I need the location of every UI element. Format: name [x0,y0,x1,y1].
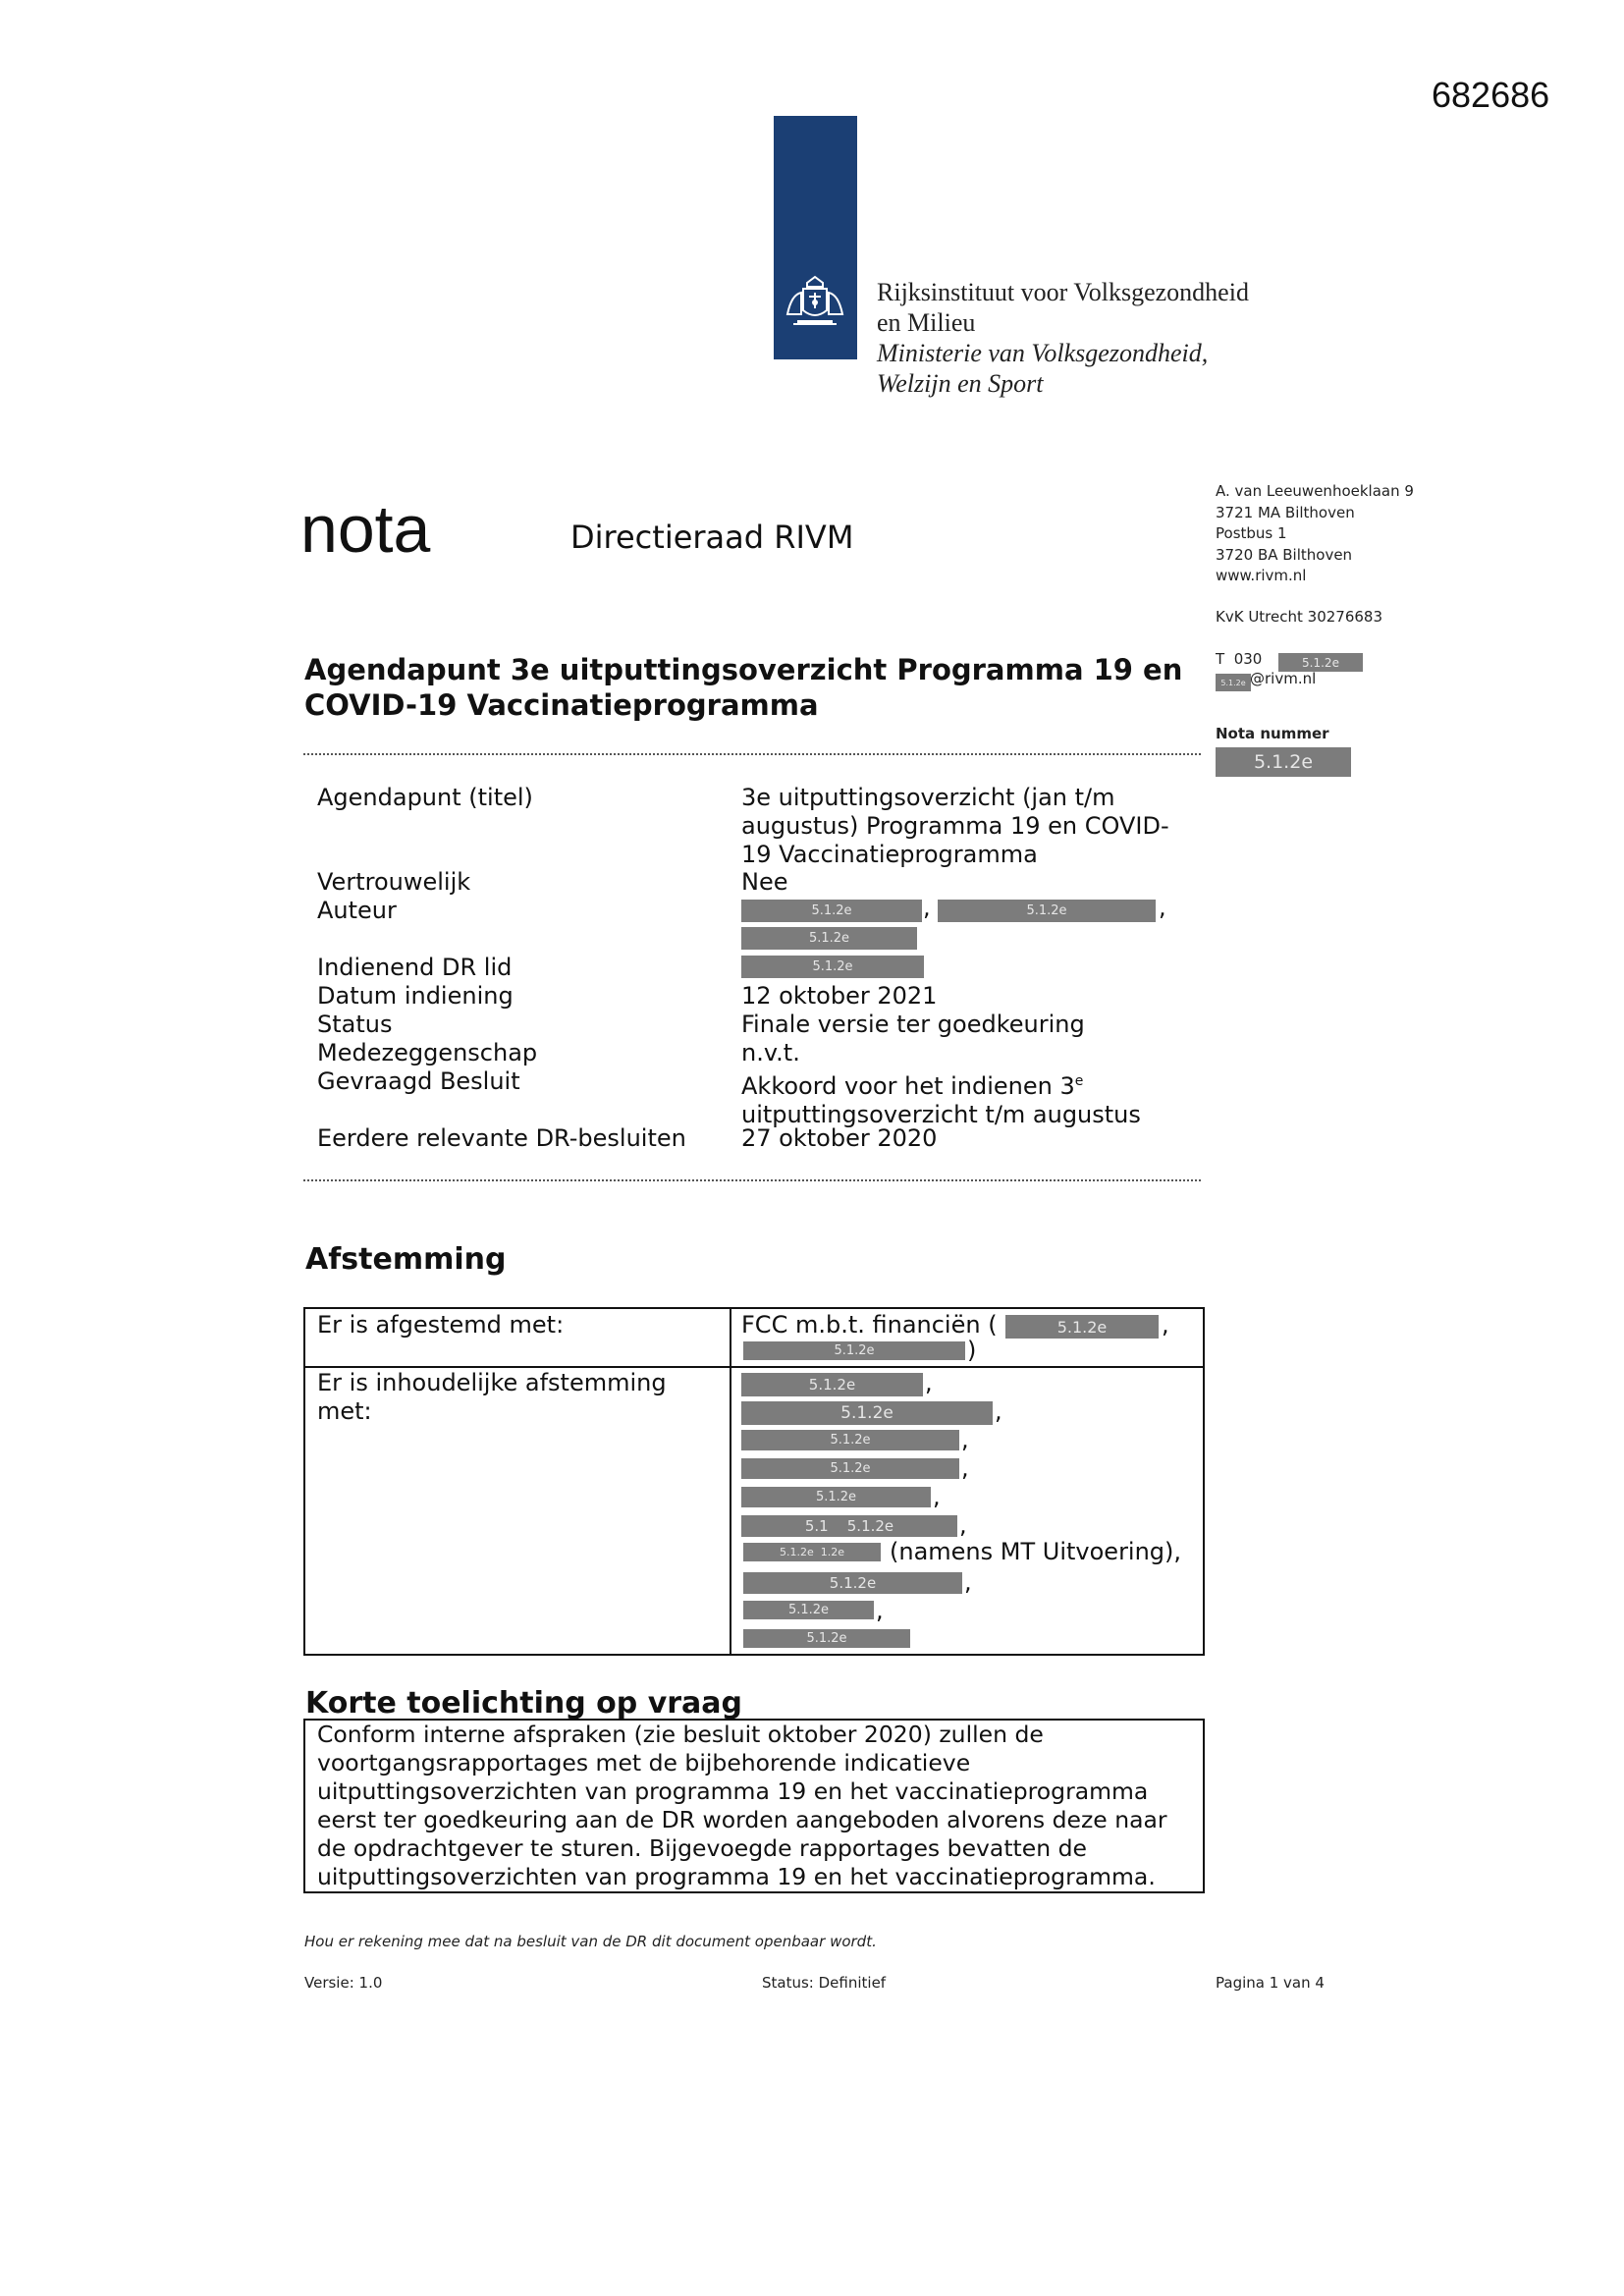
publication-note: Hou er rekening mee dat na besluit van de DR dit document openbaar wordt. [304,1933,877,1950]
text-line: voortgangsrapportages met de bijbehorende indicatieve [317,1749,971,1777]
table-divider [730,1307,731,1654]
document-title: Agendapunt 3e uitputtingsoverzicht Programma 19 en COVID-19 Vaccinatieprogramma [304,653,1183,722]
redaction-block: 5.1.2e 1.2e [743,1543,881,1561]
redaction-block: 5.1.2e [938,900,1156,922]
email: @rivm.nl [1250,670,1317,687]
toelichting-heading: Korte toelichting op vraag [305,1686,743,1721]
recipient: Directieraad RIVM [570,519,854,556]
toelichting-text [317,1721,1201,1891]
besluit-value [741,1067,1141,1129]
redaction-block: 5.1.2e [741,1430,959,1450]
nota-number-redaction: 5.1.2e [1216,747,1351,777]
besluit-label: Gevraagd Besluit [317,1067,520,1095]
medezeggenschap-label: Medezeggenschap [317,1039,538,1066]
superscript: e [1074,1073,1084,1089]
vertrouwelijk-value: Nee [741,868,788,896]
afgestemd-label: Er is afgestemd met: [317,1311,565,1339]
redaction-block: 5.1.2e [1278,653,1363,672]
separator-comma: , [959,1511,967,1539]
website-link[interactable]: www.rivm.nl [1216,567,1307,584]
redaction-block: 5.1.2e [741,956,924,978]
status-label: Status [317,1011,393,1038]
organisation-name [877,277,1249,399]
redaction-block: 5.1 5.1.2e [741,1515,957,1537]
ministry-line-2: Welzijn en Sport [877,369,1044,398]
separator-comma: , [1162,1311,1169,1339]
redaction-block: 5.1.2e [1005,1315,1159,1339]
mt-note: (namens MT Uitvoering), [890,1538,1182,1565]
redaction-block: 5.1.2e [743,1341,965,1360]
doc-type: nota [300,492,431,567]
inhoudelijk-label-2: met: [317,1397,372,1425]
redaction-block: 5.1.2e [741,900,922,922]
separator-comma: , [923,894,931,921]
page-number: Pagina 1 van 4 [1216,1974,1325,1992]
besluit-line: uitputtingsoverzicht t/m augustus [741,1101,1141,1128]
crest-icon [780,275,850,336]
indienend-label: Indienend DR lid [317,954,513,981]
agendapunt-line: augustus) Programma 19 en COVID- [741,812,1169,840]
text-line: uitputtingsoverzichten van programma 19 en het vaccinatieprogramma. [317,1863,1156,1890]
besluit-line: Akkoord voor het indienen 3 [741,1072,1075,1100]
auteur-label: Auteur [317,897,397,924]
text-line: Conform interne afspraken (zie besluit oktober 2020) zullen de [317,1721,1044,1748]
separator-comma: , [961,1454,969,1482]
text-line: de opdrachtgever te sturen. Bijgevoegde rapportages bevatten de [317,1834,1087,1862]
separator-comma: , [995,1397,1002,1425]
inhoudelijk-label-1: Er is inhoudelijke afstemming [317,1369,667,1396]
address-line: Postbus 1 [1216,524,1287,542]
closing-paren: ) [967,1337,977,1364]
agendapunt-value [741,784,1169,869]
sender-address [1216,481,1414,587]
org-line-2: en Milieu [877,308,976,337]
redaction-block: 5.1.2e [743,1572,962,1594]
separator-comma: , [925,1369,933,1396]
separator-comma: , [964,1568,972,1596]
redaction-block: 5.1.2e [741,1373,923,1396]
status-value: Finale versie ter goedkeuring [741,1011,1085,1038]
agendapunt-label: Agendapunt (titel) [317,784,533,811]
divider [303,1179,1201,1181]
address-line: A. van Leeuwenhoeklaan 9 [1216,482,1414,500]
separator-comma: , [961,1426,969,1453]
redaction-block: 5.1.2e [741,1487,931,1507]
ministry-line-1: Ministerie van Volksgezondheid, [877,339,1209,367]
datum-label: Datum indiening [317,982,514,1010]
divider [303,753,1201,755]
address-line: 3721 MA Bilthoven [1216,503,1355,521]
redaction-block: 5.1.2e [741,1401,993,1425]
agendapunt-line: 3e uitputtingsoverzicht (jan t/m [741,784,1115,811]
text-line: eerst ter goedkeuring aan de DR worden aangeboden alvorens deze naar [317,1806,1167,1833]
nota-number-label: Nota nummer [1216,725,1329,742]
version: Versie: 1.0 [304,1974,383,1992]
separator-comma: , [1159,894,1166,921]
document-id: 682686 [1432,75,1550,115]
kvk-number: KvK Utrecht 30276683 [1216,608,1382,626]
agendapunt-line: 19 Vaccinatieprogramma [741,841,1038,868]
eerdere-value: 27 oktober 2020 [741,1124,938,1152]
phone: T 030 [1216,650,1263,668]
address-line: 3720 BA Bilthoven [1216,545,1353,564]
eerdere-label: Eerdere relevante DR-besluiten [317,1124,686,1152]
table-divider [303,1366,1203,1368]
datum-value: 12 oktober 2021 [741,982,938,1010]
redaction-block: 5.1.2e [1216,674,1251,691]
medezeggenschap-value: n.v.t. [741,1039,800,1066]
org-line-1: Rijksinstituut voor Volksgezondheid [877,278,1249,306]
redaction-block: 5.1.2e [743,1601,874,1619]
separator-comma: , [933,1483,941,1510]
vertrouwelijk-label: Vertrouwelijk [317,868,471,896]
redaction-block: 5.1.2e [741,927,917,950]
redaction-block: 5.1.2e [743,1629,910,1648]
text-line: uitputtingsoverzichten van programma 19 en het vaccinatieprogramma [317,1777,1149,1805]
afstemming-heading: Afstemming [305,1242,507,1277]
separator-comma: , [876,1597,884,1624]
redaction-block: 5.1.2e [741,1458,959,1479]
afgestemd-value: FCC m.b.t. financiën ( [741,1311,998,1339]
doc-status: Status: Definitief [762,1974,887,1992]
